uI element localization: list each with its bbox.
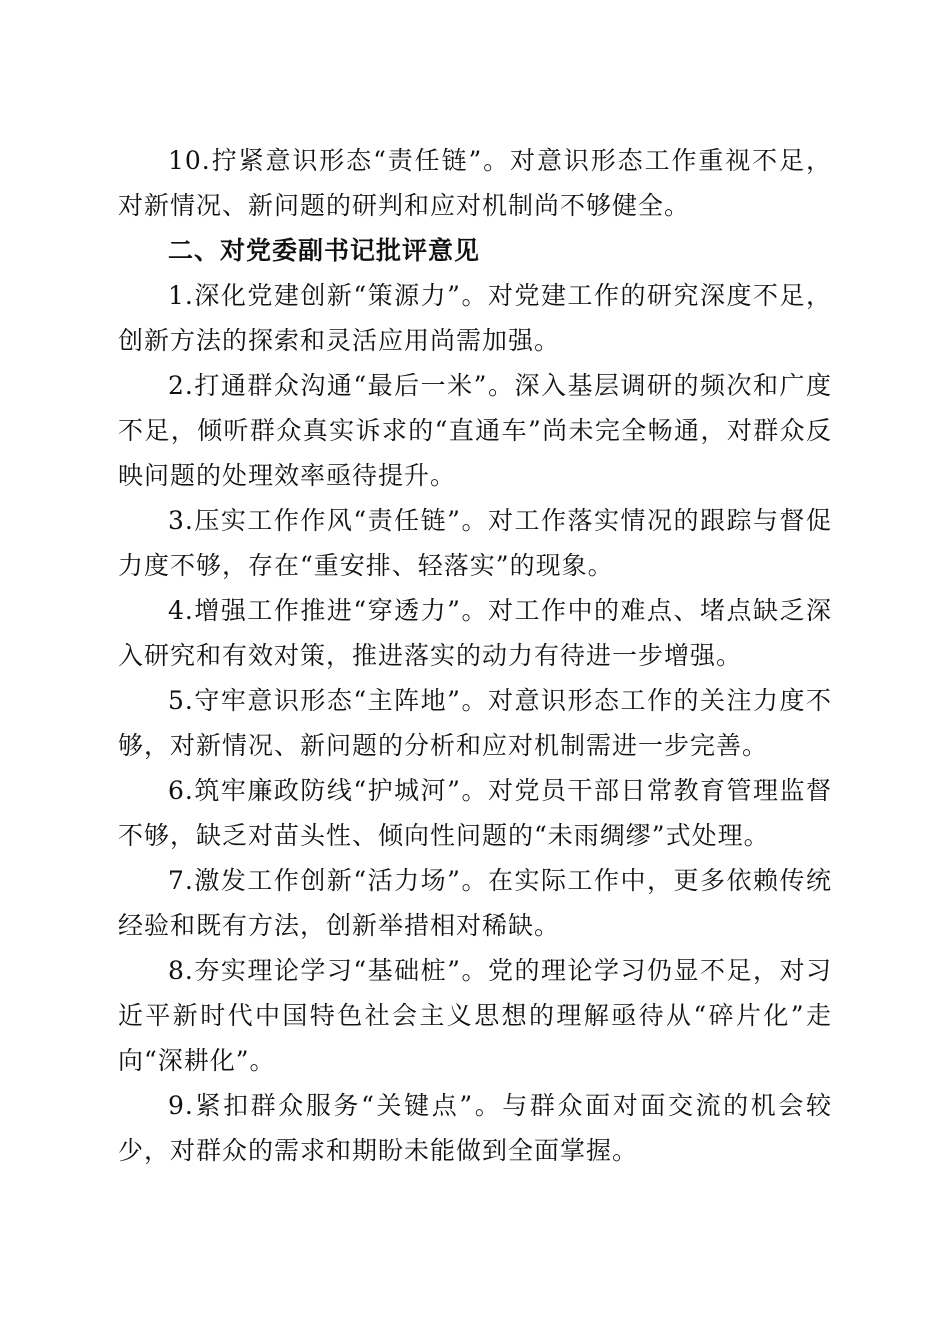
paragraph-item-3: 3.压实工作作风“责任链”。对工作落实情况的跟踪与督促力度不够，存在“重安排、轻落实”的现象。 — [118, 506, 832, 580]
paragraph-item-9: 9.紧扣群众服务“关键点”。与群众面对面交流的机会较少，对群众的需求和期盼未能做到全面掌握。 — [118, 1091, 832, 1165]
paragraph-item-5: 5.守牢意识形态“主阵地”。对意识形态工作的关注力度不够，对新情况、新问题的分析和应对机制需进一步完善。 — [118, 686, 832, 760]
paragraph-item-1: 1.深化党建创新“策源力”。对党建工作的研究深度不足，创新方法的探索和灵活应用尚需加强。 — [118, 281, 832, 355]
section-heading: 二、对党委副书记批评意见 — [168, 236, 481, 265]
paragraph-item-2: 2.打通群众沟通“最后一米”。深入基层调研的频次和广度不足，倾听群众真实诉求的“直通车”尚未完全畅通，对群众反映问题的处理效率亟待提升。 — [118, 371, 832, 490]
paragraph-item-10: 10.拧紧意识形态“责任链”。对意识形态工作重视不足，对新情况、新问题的研判和应对机制尚不够健全。 — [118, 146, 832, 220]
document-body — [118, 138, 832, 1173]
paragraph-item-7: 7.激发工作创新“活力场”。在实际工作中，更多依赖传统经验和既有方法，创新举措相对稀缺。 — [118, 866, 832, 940]
paragraph-item-4: 4.增强工作推进“穿透力”。对工作中的难点、堵点缺乏深入研究和有效对策，推进落实的动力有待进一步增强。 — [118, 596, 832, 670]
paragraph-item-8: 8.夯实理论学习“基础桩”。党的理论学习仍显不足，对习近平新时代中国特色社会主义思想的理解亟待从“碎片化”走向“深耕化”。 — [118, 956, 832, 1075]
paragraph-item-6: 6.筑牢廉政防线“护城河”。对党员干部日常教育管理监督不够，缺乏对苗头性、倾向性问题的“未雨绸缪”式处理。 — [118, 776, 832, 850]
